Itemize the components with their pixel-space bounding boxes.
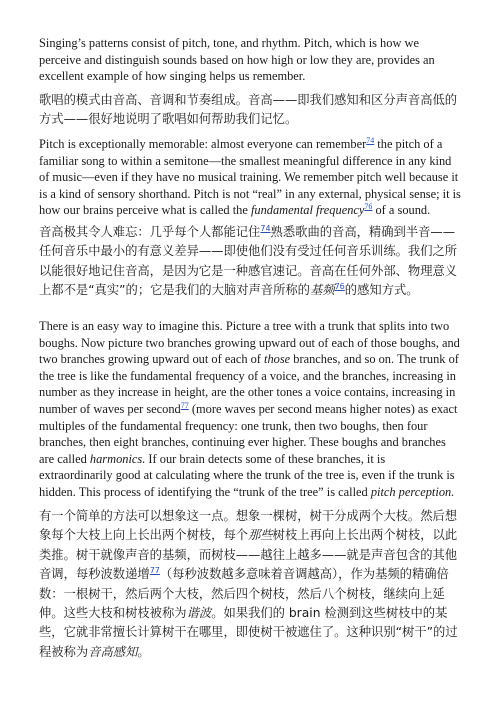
text-run: （每秒波数越多意味着音调越高），作为基频的精确倍数：一根树干，然后两个大枝，然后四个树枝，然后八个树枝，继续向上延伸。这些大枝和树枝被称为 — [39, 567, 449, 621]
text-run: 树枝上再向上长出两个树枝，以此类推。树干就像声音的基频，而树枝——越往上越多——就是声音包含的其他音调，每秒波数递增 — [39, 528, 458, 582]
paragraph-1-english: Singing’s patterns consist of pitch, tone, and rhythm. Pitch, which is how we perceive and distinguish sounds based on how high or low they are, provides an excellent example of how singing helps us remember. — [39, 36, 435, 84]
text-run: 。 — [137, 644, 150, 659]
text-run: 的感知方式。 — [344, 283, 419, 298]
text-run: (more waves per second means higher notes) as exact multiples of the fundamental frequency: one trunk, then two boughs, then four branches, then eight branches, continuing ever higher. These boughs and branches are called — [39, 401, 458, 466]
emphasis-term: pitch perception. — [370, 484, 455, 499]
footnote-link-74[interactable]: 74 — [366, 135, 375, 145]
emphasis-term: those — [264, 352, 291, 367]
text-run: Pitch is exceptionally memorable: almost everyone can remember — [39, 137, 367, 151]
emphasis-term: 谐波 — [186, 606, 212, 621]
paragraph-3-english — [39, 318, 461, 501]
paragraph-2-english — [39, 136, 461, 219]
text-run: 音高极其令人难忘：几乎每个人都能记住 — [39, 225, 261, 239]
emphasis-term: harmonics. — [89, 451, 146, 466]
footnote-link-76[interactable]: 76 — [334, 282, 345, 292]
emphasis-term: fundamental frequency — [250, 203, 365, 218]
footnote-link-77[interactable]: 77 — [180, 400, 189, 410]
text-run: 。如果我们的 brain 检测到这些树枝中的某些，它就非常擅长计算树干在哪里，即使树干被遮住了。这种识别“树干”的过程被称为 — [39, 606, 458, 659]
emphasis-term: 那些 — [248, 528, 273, 543]
emphasis-term: 音高感知 — [88, 644, 138, 659]
footnote-link-77[interactable]: 77 — [149, 566, 160, 576]
paragraph-1-chinese: 歌唱的模式由音高、音调和节奏组成。音高——即我们感知和区分声音高低的方式——很好地说明了歌唱如何帮助我们记忆。 — [39, 93, 458, 127]
text-run: If our brain detects some of these branches, it is extraordinarily good at calculating where the trunk of the tree is, even if the trunk is hidden. This process of identifying the “trunk of the tree” is called — [39, 451, 455, 499]
paragraph-2-chinese — [39, 223, 461, 301]
text-run: of a sound. — [372, 203, 431, 218]
emphasis-term: 基频 — [309, 283, 335, 298]
footnote-link-76[interactable]: 76 — [364, 202, 373, 212]
text-run: branches, and so on. The trunk of the tree is like the fundamental frequency of a voice, and the branches, increasing in number as they increase in height, are the other tones a voice contains, increasing in number of waves per second — [39, 352, 459, 416]
text-run: the pitch of a familiar song to within a semitone—the smallest meaningful difference in any kind of music—even if they have no musical training. We remember pitch well because it is a kind of sensory shorthand. Pitch is not “real” in any external, physical sense; it is how our brains perceive what is called the — [39, 137, 461, 218]
paragraph-3-chinese — [39, 507, 461, 662]
text-run: 有一个简单的方法可以想象这一点。想象一棵树，树干分成两个大枝。然后想象每个大枝上向上长出两个树枝，每个 — [39, 509, 458, 543]
text-run: There is an easy way to imagine this. Picture a tree with a trunk that splits into two boughs. Now picture two branches growing upward out of each of those boughs, and two branches growing upward out of each of — [39, 319, 460, 367]
footnote-link-74[interactable]: 74 — [260, 223, 271, 233]
text-run: 熟悉歌曲的音高，精确到半音——任何音乐中最小的有意义差异——即使他们没有受过任何音乐训练。我们之所以能很好地记住音高，是因为它是一种感官速记。音高在任何外部、物理意义上都不是“真实”的；它是我们的大脑对声音所称的 — [39, 225, 458, 298]
